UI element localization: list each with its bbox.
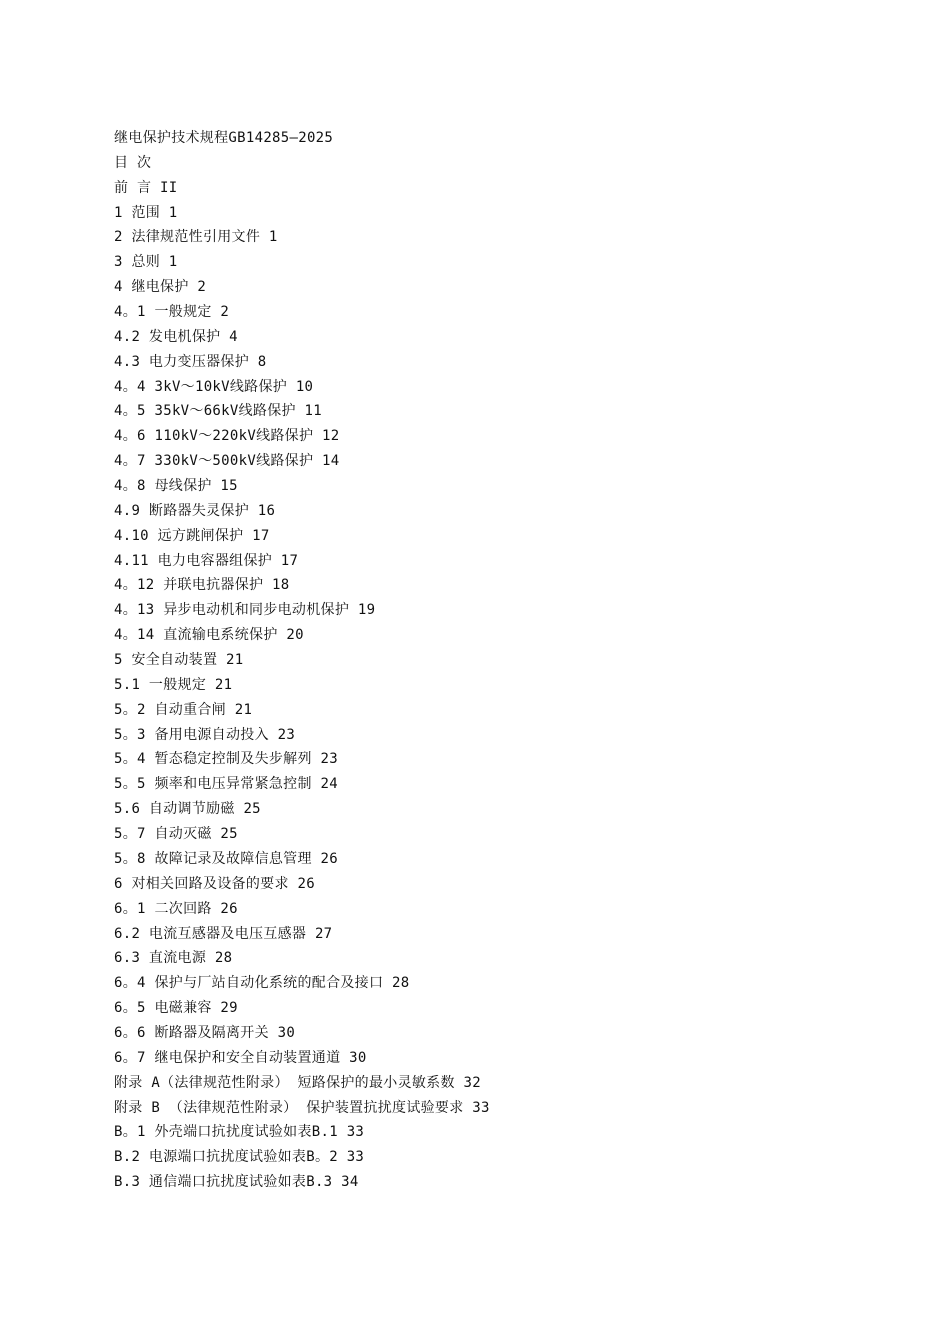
toc-entry: 5.6 自动调节励磁 25 — [114, 801, 261, 818]
toc-entry: 5。2 自动重合闸 21 — [114, 701, 253, 718]
toc-entry: B.2 电源端口抗扰度试验如表B。2 33 — [114, 1149, 365, 1166]
toc-entry: 6。1 二次回路 26 — [114, 900, 238, 917]
toc-entry: 5。7 自动灭磁 25 — [114, 826, 238, 843]
toc-entry: 4.10 远方跳闸保护 17 — [114, 527, 270, 544]
toc-entry: 5。4 暂态稳定控制及失步解列 23 — [114, 751, 338, 768]
toc-entry: 4。12 并联电抗器保护 18 — [114, 577, 290, 594]
toc-entry: 1 范围 1 — [114, 204, 178, 221]
toc-entry: 4。6 110kV～220kV线路保护 12 — [114, 428, 340, 445]
toc-entry: 6。4 保护与厂站自动化系统的配合及接口 28 — [114, 975, 410, 992]
toc-entry: B。1 外壳端口抗扰度试验如表B.1 33 — [114, 1124, 365, 1141]
toc-entry: 5.1 一般规定 21 — [114, 676, 233, 693]
toc-entry: 4.11 电力电容器组保护 17 — [114, 552, 299, 569]
toc-entry: 4.9 断路器失灵保护 16 — [114, 502, 276, 519]
toc-entry: 6.2 电流互感器及电压互感器 27 — [114, 925, 333, 942]
toc-heading: 目 次 — [114, 154, 152, 171]
toc-entry: 6.3 直流电源 28 — [114, 950, 233, 967]
toc-entry: 5。8 故障记录及故障信息管理 26 — [114, 850, 338, 867]
toc-entry: 4。14 直流输电系统保护 20 — [114, 627, 304, 644]
document-body — [114, 126, 894, 1195]
toc-entry: 4。1 一般规定 2 — [114, 304, 230, 321]
toc-entry: 前 言 II — [114, 179, 178, 196]
toc-entry: 5。5 频率和电压异常紧急控制 24 — [114, 776, 338, 793]
toc-entry: 5 安全自动装置 21 — [114, 652, 244, 669]
toc-entry: 6。7 继电保护和安全自动装置通道 30 — [114, 1049, 367, 1066]
toc-entry: 5。3 备用电源自动投入 23 — [114, 726, 296, 743]
toc-entry: 4。5 35kV～66kV线路保护 11 — [114, 403, 323, 420]
toc-entry: 4 继电保护 2 — [114, 279, 207, 296]
toc-entry: 3 总则 1 — [114, 254, 178, 271]
toc-entry: 4。4 3kV～10kV线路保护 10 — [114, 378, 314, 395]
toc-entry: 6。5 电磁兼容 29 — [114, 1000, 238, 1017]
toc-entry-appendix: 附录 A（法律规范性附录） 短路保护的最小灵敏系数 32 — [114, 1074, 481, 1091]
toc-entry: 4。7 330kV～500kV线路保护 14 — [114, 453, 340, 470]
toc-entry: 4。8 母线保护 15 — [114, 478, 238, 495]
toc-entry: 6 对相关回路及设备的要求 26 — [114, 875, 315, 892]
toc-entry: 4.3 电力变压器保护 8 — [114, 353, 267, 370]
toc-entry: 6。6 断路器及隔离开关 30 — [114, 1024, 296, 1041]
document-title: 继电保护技术规程GB14285—2025 — [114, 130, 334, 146]
toc-entry: 4。13 异步电动机和同步电动机保护 19 — [114, 602, 376, 619]
toc-entry: 2 法律规范性引用文件 1 — [114, 229, 278, 246]
toc-entry: B.3 通信端口抗扰度试验如表B.3 34 — [114, 1174, 359, 1191]
toc-entry: 4.2 发电机保护 4 — [114, 328, 238, 345]
toc-entry-appendix: 附录 B （法律规范性附录） 保护装置抗扰度试验要求 33 — [114, 1099, 490, 1116]
